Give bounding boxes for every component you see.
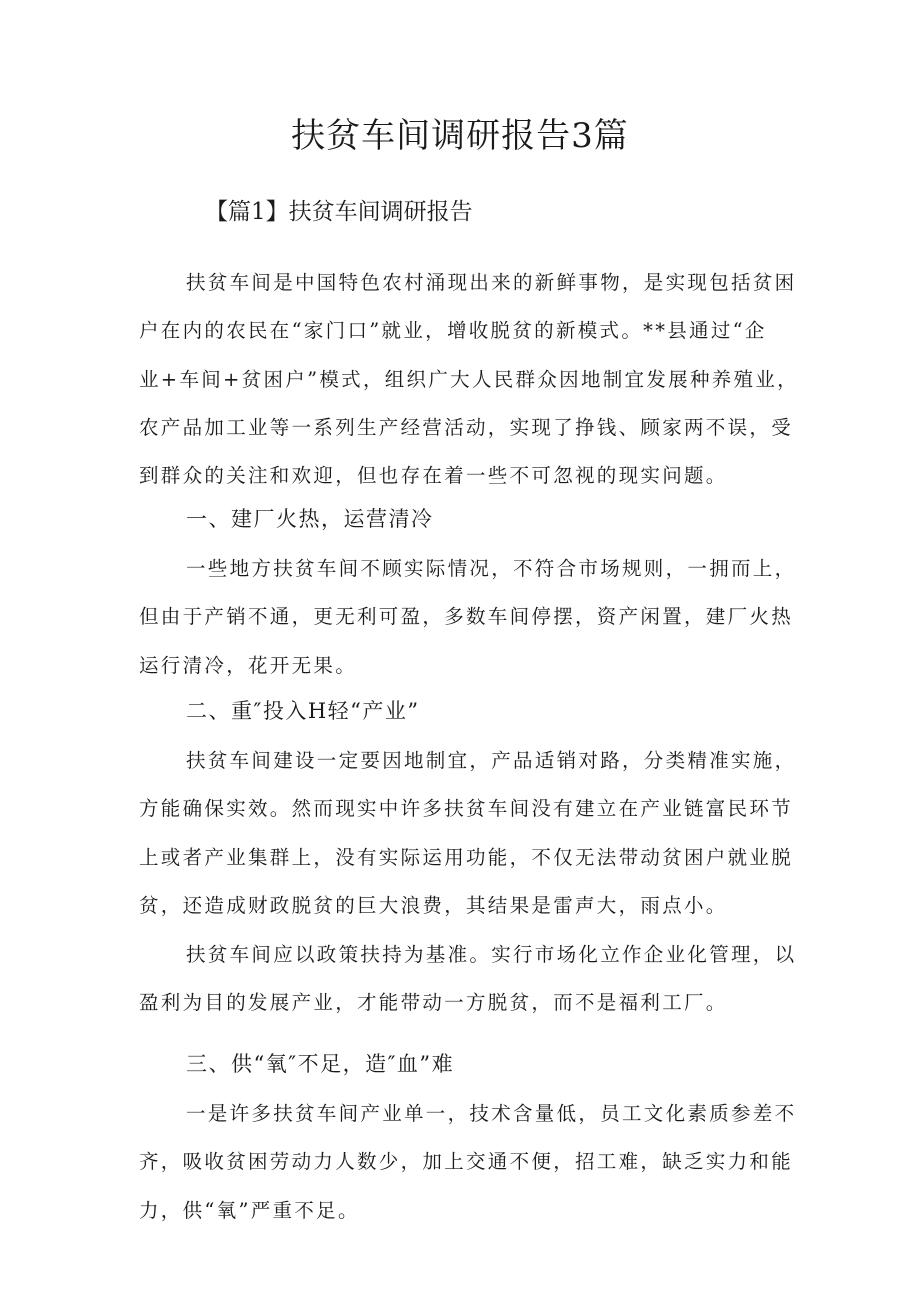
section1-line: 但由于产销不通，更无利可盈，多数车间停摆，资产闲置，建厂火热 [139, 605, 794, 629]
section2-line: 贫，还造成财政脱贫的巨大浪费，其结果是雷声大，雨点小。 [139, 893, 728, 917]
section2-heading: 二、重″投入H轻“产业” [186, 699, 420, 723]
section3-line: 力，供“氧”严重不足。 [139, 1198, 360, 1222]
section2-line: 扶贫车间应以政策扶持为基准。实行市场化立作企业化管理，以 [186, 943, 797, 966]
intro-line: 户在内的农民在“家门口”就业，增收脱贫的新模式。**县通过“企 [139, 319, 767, 343]
section3-heading: 三、供“氧″不足，造″血”难 [186, 1052, 455, 1076]
section2-line: 上或者产业集群上，没有实际运用功能，不仅无法带动贫困户就业脱 [139, 845, 794, 869]
intro-line: 农产品加工业等一系列生产经营活动，实现了挣钱、顾家两不误，受 [139, 415, 794, 439]
section3-line: 一是许多扶贫车间产业单一，技术含量低，员工文化素质参差不 [186, 1102, 797, 1125]
intro-line: 到群众的关注和欢迎，但也存在着一些不可忽视的现实问题。 [139, 464, 728, 488]
intro-line: 业+车间+贫困户”模式，组织广大人民群众因地制宜发展种养殖业， [139, 367, 799, 391]
section2-line: 方能确保实效。然而现实中许多扶贫车间没有建立在产业链富民环节 [139, 797, 794, 821]
section2-line: 扶贫车间建设一定要因地制宜，产品适销对路，分类精准实施， [186, 749, 797, 772]
section1-heading: 一、建厂火热，运营清冷 [186, 507, 434, 531]
document-title: 扶贫车间调研报告3篇 [291, 116, 629, 156]
section1-line: 一些地方扶贫车间不顾实际情况，不符合市场规则，一拥而上， [186, 557, 797, 580]
intro-line: 扶贫车间是中国特色农村涌现出来的新鲜事物，是实现包括贫困 [186, 271, 797, 294]
section2-paragraph-2 [139, 931, 799, 1028]
section3-line: 齐，吸收贫困劳动力人数少，加上交通不便，招工难，缺乏实力和能 [139, 1150, 794, 1174]
section2-line: 盈利为目的发展产业，才能带动一方脱贫，而不是福利工厂。 [139, 991, 728, 1015]
section1-paragraph [139, 545, 799, 690]
chapter-heading: 【篇1】扶贫车间调研报告 [205, 199, 473, 225]
section3-paragraph [139, 1090, 799, 1235]
section2-paragraph-1 [139, 737, 799, 930]
section1-line: 运行清冷，花开无果。 [139, 653, 358, 677]
intro-paragraph [139, 259, 799, 500]
